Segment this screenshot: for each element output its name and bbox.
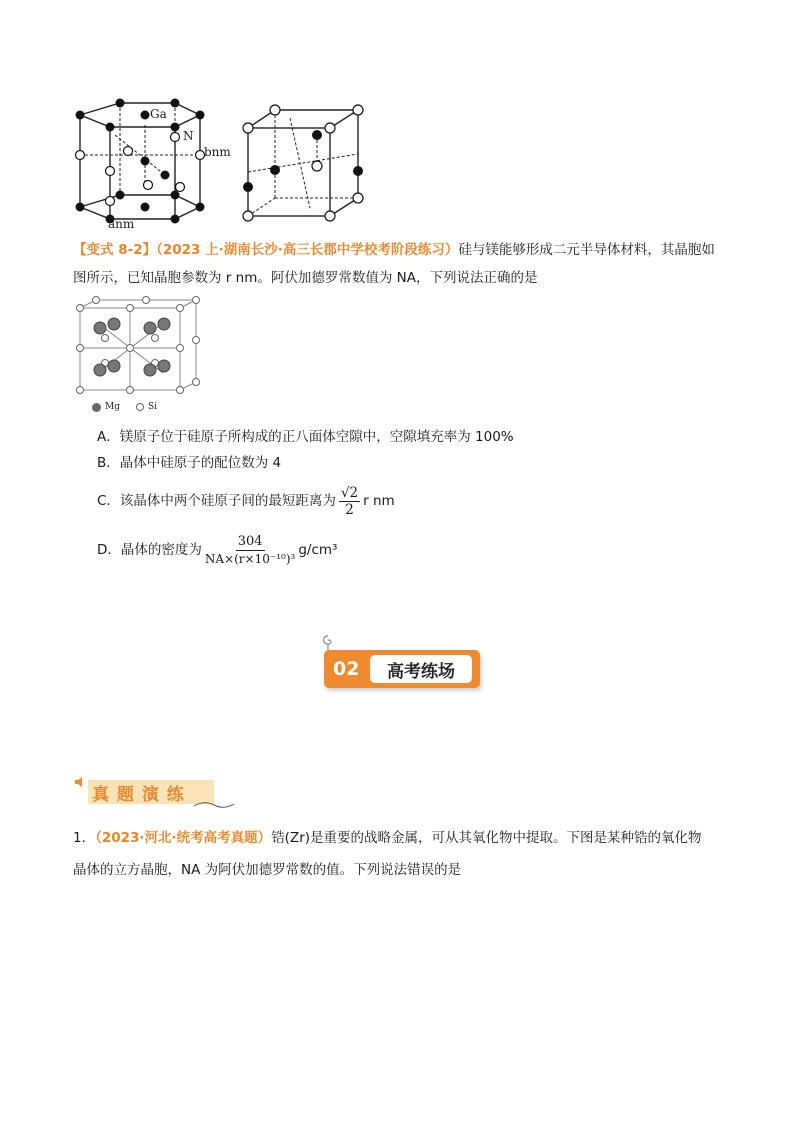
option-c-denominator: 2 <box>345 501 354 518</box>
banner-body <box>324 650 480 688</box>
si-legend-label: Si <box>147 402 158 412</box>
question1-line2: 晶体的立方晶胞，NA 为阿伏加德罗常数的值。下列说法错误的是 <box>73 862 462 878</box>
variant-tag: 【变式 8-2】 <box>73 242 157 258</box>
option-c <box>97 481 395 521</box>
option-d <box>97 530 337 570</box>
banner-title-box <box>370 655 472 683</box>
option-c-suffix: r nm <box>363 493 395 509</box>
question1-line1 <box>73 828 702 848</box>
subsection-title: 真 题 演 练 <box>92 785 185 805</box>
mg-legend-label: Mg <box>105 402 120 412</box>
option-d-numerator: 304 <box>237 533 263 549</box>
variant-stem-text: 硅与镁能够形成二元半导体材料，其晶胞如 <box>458 242 715 258</box>
variant-stem-line2: 图所示，已知晶胞参数为 r nm。阿伏加德罗常数值为 NA，下列说法正确的是 <box>73 270 538 286</box>
mgsi-legend <box>92 402 157 412</box>
mg-legend-icon <box>92 403 101 412</box>
option-c-fraction <box>339 485 360 518</box>
option-d-fraction <box>205 534 295 567</box>
section-banner <box>320 636 484 696</box>
si-legend-icon <box>136 403 144 411</box>
option-c-prefix: C．该晶体中两个硅原子间的最短距离为 <box>97 493 336 509</box>
banner-number: 02 <box>333 658 360 680</box>
option-b: B．晶体中硅原子的配位数为 4 <box>97 455 282 471</box>
question1-source: （2023·河北·统考高考真题） <box>95 830 272 846</box>
mgsi-cell-figure <box>78 298 198 418</box>
cubic-cell-figure <box>240 100 380 230</box>
option-c-numerator: √2 <box>340 484 359 501</box>
label-ga: Ga <box>150 107 167 121</box>
mgsi-cell-svg <box>78 298 198 418</box>
cubic-cell-svg <box>240 100 380 230</box>
banner-title: 高考练场 <box>387 661 455 682</box>
label-b: bnm <box>204 145 231 159</box>
subsection-header <box>74 774 234 810</box>
question1-number: 1． <box>73 830 96 846</box>
hexagonal-cell-figure <box>70 95 240 230</box>
variant-source: （2023 上·湖南长沙·高三长郡中学校考阶段练习） <box>156 242 459 258</box>
option-d-suffix: g/cm³ <box>298 542 338 558</box>
option-a: A．镁原子位于硅原子所构成的正八面体空隙中，空隙填充率为 100% <box>97 429 514 445</box>
option-d-denominator: NA×(r×10⁻¹⁰)³ <box>204 551 296 566</box>
label-n: N <box>183 129 194 143</box>
option-d-prefix: D．晶体的密度为 <box>97 542 202 558</box>
subsection-underline-swash <box>194 800 234 810</box>
speaker-icon <box>74 776 88 788</box>
label-a: anm <box>108 217 135 231</box>
question1-stem-text: 锆(Zr)是重要的战略金属，可从其氧化物中提取。下图是某种锆的氧化物 <box>271 830 702 846</box>
variant-stem-line1 <box>73 240 715 260</box>
